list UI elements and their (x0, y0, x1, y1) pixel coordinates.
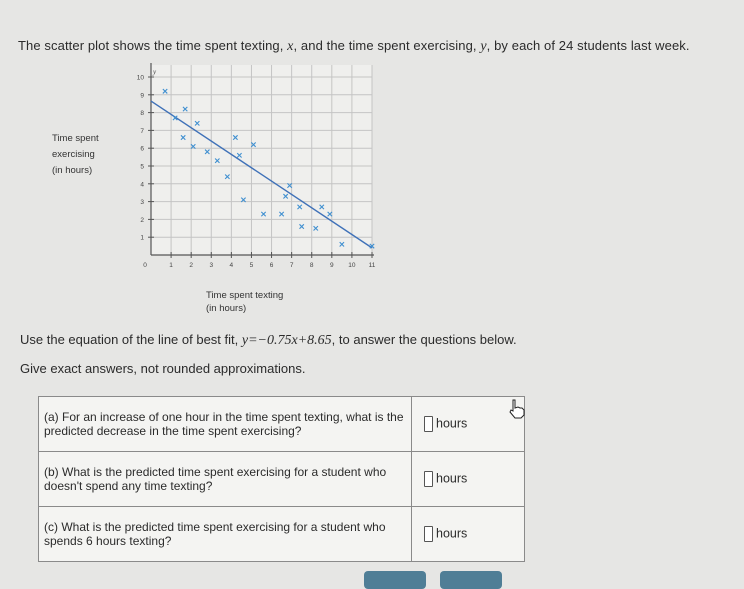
x-tick-label: 11 (368, 262, 376, 269)
y-variable: y (480, 39, 487, 54)
y-axis-title-line: (in hours) (52, 165, 93, 176)
x-tick-label: 0 (143, 262, 147, 269)
y-tick-label: 7 (140, 127, 144, 135)
x-tick-label: 1 (169, 262, 173, 269)
y-axis-title-line: exercising (52, 149, 95, 160)
intro-text-1: The scatter plot shows the time spent texting, (18, 38, 288, 53)
y-tick-label: 3 (140, 199, 144, 207)
unit-label: hours (436, 471, 468, 486)
x-variable: x (287, 39, 294, 54)
y-tick-label: 1 (140, 234, 144, 242)
question-b: (b) What is the predicted time spent exercising for a student who doesn't spend any time texting? (39, 452, 412, 507)
x-tick-label: 8 (309, 262, 314, 269)
intro-text-2: , and the time spent exercising, (293, 38, 481, 53)
y-tick-label: 2 (140, 216, 144, 224)
y-tick-label: 4 (140, 181, 144, 189)
y-tick-label: 9 (140, 92, 144, 100)
y-tick-label: 10 (136, 74, 144, 82)
x-tick-label: 5 (249, 262, 254, 269)
y-axis-name: y (153, 68, 157, 76)
y-tick-label: 5 (140, 163, 144, 171)
x-tick-label: 6 (269, 262, 274, 269)
pointer-cursor-icon (506, 398, 528, 420)
answer-cell-c (412, 507, 525, 562)
intro-text-3: , by each of 24 students last week. (486, 38, 690, 53)
answer-input-b[interactable] (424, 471, 433, 487)
x-axis-title-line: Time spent texting (206, 290, 284, 301)
y-axis-title-line: Time spent (52, 133, 99, 144)
answer-input-c[interactable] (424, 526, 433, 542)
question-row (39, 507, 525, 562)
question-c: (c) What is the predicted time spent exercising for a student who spends 6 hours texting? (39, 507, 412, 562)
unit-label: hours (436, 416, 468, 431)
x-tick-label: 7 (289, 262, 294, 269)
best-fit-instruction (20, 332, 517, 349)
exact-answers-note: Give exact answers, not rounded approximations. (20, 361, 306, 376)
x-tick-label: 3 (209, 262, 214, 269)
y-tick-label: 6 (140, 145, 144, 153)
answer-cell-b (412, 452, 525, 507)
unit-label: hours (436, 526, 468, 541)
question-row (39, 397, 525, 452)
x-axis-title (206, 289, 283, 315)
question-row (39, 452, 525, 507)
eq-text-before: Use the equation of the line of best fit, (20, 332, 242, 347)
answer-input-a[interactable] (424, 416, 433, 432)
explanation-button[interactable] (364, 571, 426, 589)
best-fit-equation: y=−0.75x+8.65 (241, 333, 332, 348)
x-tick-label: 2 (189, 262, 193, 269)
question-a: (a) For an increase of one hour in the time spent texting, what is the predicted decrease in the time spent exercising? (39, 397, 412, 452)
x-axis-title-line: (in hours) (206, 303, 247, 314)
y-tick-label: 8 (140, 110, 144, 118)
x-tick-label: 4 (229, 262, 234, 269)
check-button[interactable] (440, 571, 502, 589)
x-tick-label: 10 (348, 262, 356, 269)
x-tick-label: 9 (330, 262, 334, 269)
questions-table (38, 396, 525, 562)
eq-text-after: , to answer the questions below. (331, 332, 517, 347)
